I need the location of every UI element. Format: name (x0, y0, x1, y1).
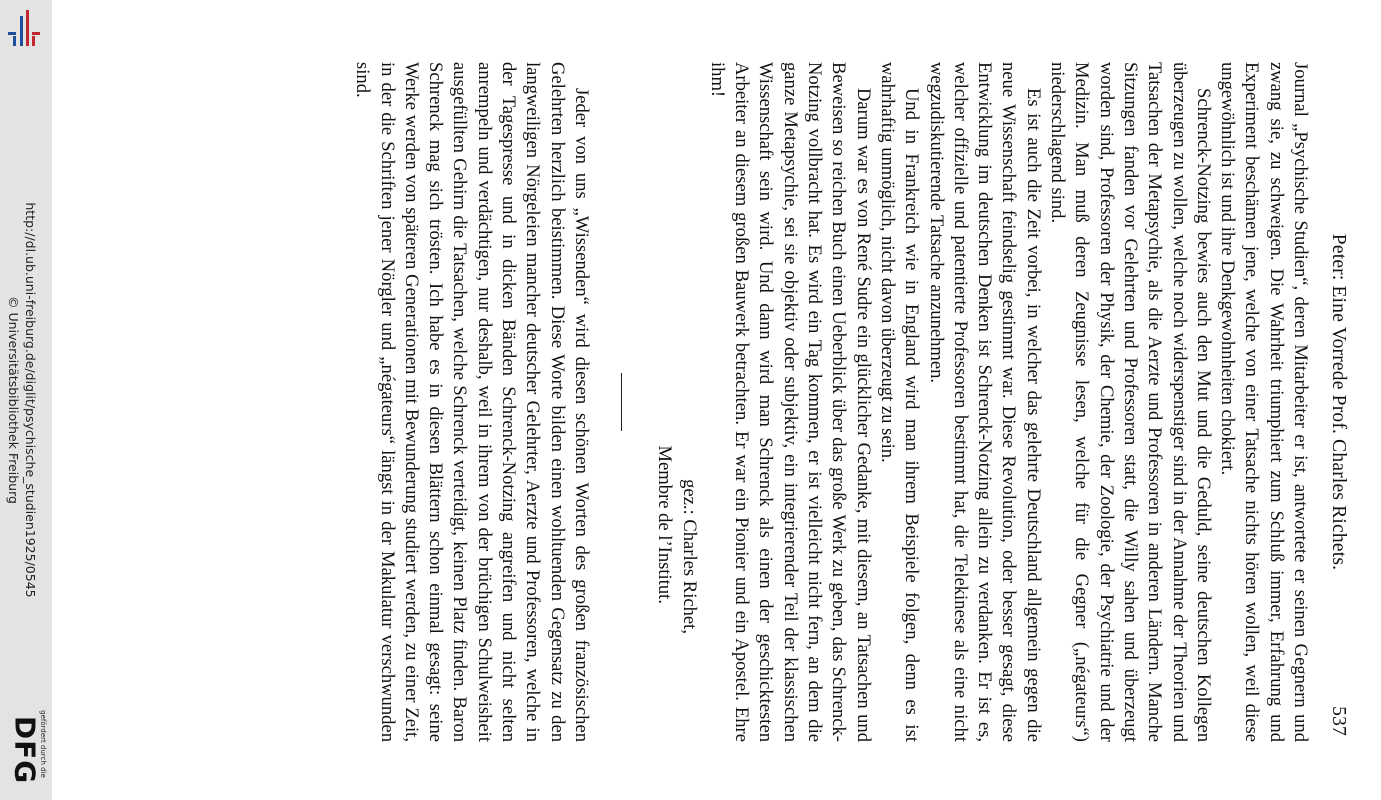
page-content (210, 62, 1350, 742)
paragraph: Schrenck-Notzing bewies auch den Mut und die Geduld, seine deutschen Kollegen überzeugen zu wollen, welche noch widerspenstiger sind in der Annahme der Theorien und Tatsachen der Metapsychie, als die Aerzte und Professoren in anderen Ländern. Manche Sitzungen fanden vor Gelehrten und Professoren statt, die Willy sahen und überzeugt worden sind, Professoren der Physik, der Chemie, der Zoologie, der Psychiatrie und der Medizin. Man muß deren Zeugnisse lesen, welche für die Gegner („négateurs“) niederschlagend sind. (1047, 62, 1214, 742)
signature-title: Membre de l’Institut. (654, 445, 676, 604)
copyright-notice: © Universitätsbibliothek Freiburg (6, 296, 21, 504)
dfg-logo: DFG (8, 715, 42, 785)
scanned-page (210, 62, 1350, 742)
running-head: Peter: Eine Vorrede Prof. Charles Richets. (1328, 233, 1349, 571)
viewer-sidebar (0, 0, 52, 800)
closing-paragraph: Jeder von uns „Wissenden“ wird diesen schönen Worten des großen französischen Gelehrten herzlich beistimmen. Diese Worte bilden einen wohltuenden Gegensatz zu den langweiligen Nörgeleien mancher deutscher Gelehrter, Aerzte und Professoren, welche in der Tagespresse und in dicken Bänden Schrenck-Notzing angreifen und nicht selten anrempeln und verdächtigen, nur deshalb, weil in ihrem von der brüchigen Schulweisheit ausgefüllten Gehirn die Tatsachen, welche Schrenck verteidigt, keinen Platz finden. Baron Schrenck mag sich trösten. Ich habe es in diesen Blättern schon einmal gesagt: seine Werke werden von späteren Generationen mit Bewunderung studiert werden, zu einer Zeit, in der die Schriften jener Nörgler und „négateurs“ längst in der Makulatur verschwunden sind. (352, 62, 592, 742)
section-divider (621, 373, 622, 431)
funding-label: gefördert durch die (39, 710, 47, 778)
paragraph: Es ist auch die Zeit vorbei, in welcher das gelehrte Deutschland allgemein gegen die neue Wissenschaft feindselig gestimmt war. Diese Revolution, oder besser gesagt, diese Entwicklung im deutschen Denken ist Schrenck-Notzing allein zu verdanken. Er ist es, welcher offizielle und patentierte Professoren bestimmt hat, die Telekinese als eine nicht wegzudiskutierende Tatsache anzunehmen. (925, 62, 1044, 742)
page-number: 537 (1328, 706, 1349, 736)
signature-block (652, 62, 701, 742)
paragraph: Journal „Psychische Studien“, deren Mitarbeiter er ist, antwortete er seinen Gegnern und zwang sie, zu schweigen. Die Wahrheit triumphiert zum Schluß immer, Erfahrung und Experiment beschämen jene, welche von einer Tatsache nichts hören wollen, weil diese ungewöhnlich ist und ihre Denkgewohnheiten chokiert. (1217, 62, 1311, 742)
paragraph: Und in Frankreich wie in England wird man ihrem Beispiele folgen, denn es ist wahrhaftig unmöglich, nicht davon überzeugt zu sein. (876, 62, 923, 742)
paragraph: Darum war es von René Sudre ein glücklicher Gedanke, mit diesem, an Tatsachen und Beweisen so reichen Buch einen Ueberblick über das große Werk zu geben, das Schrenck-Notzing vollbracht hat. Es wird ein Tag kommen, er ist vielleicht nicht fern, an dem die ganze Metapsychie, sei sie objektiv oder subjektiv, ein integrierender Teil der klassischen Wissenschaft sein wird. Und dann wird man Schrenck als einen der geschicktesten Arbeiter an diesem großen Bauwerk betrachten. Er war ein Pionier und ein Apostel. Ehre ihm! (706, 62, 874, 742)
page-header (1312, 62, 1350, 742)
signature-name: gez.: Charles Richet, (678, 479, 700, 634)
source-url[interactable]: http://dl.ub.uni-freiburg.de/diglit/psychische_studien1925/0545 (23, 202, 38, 598)
